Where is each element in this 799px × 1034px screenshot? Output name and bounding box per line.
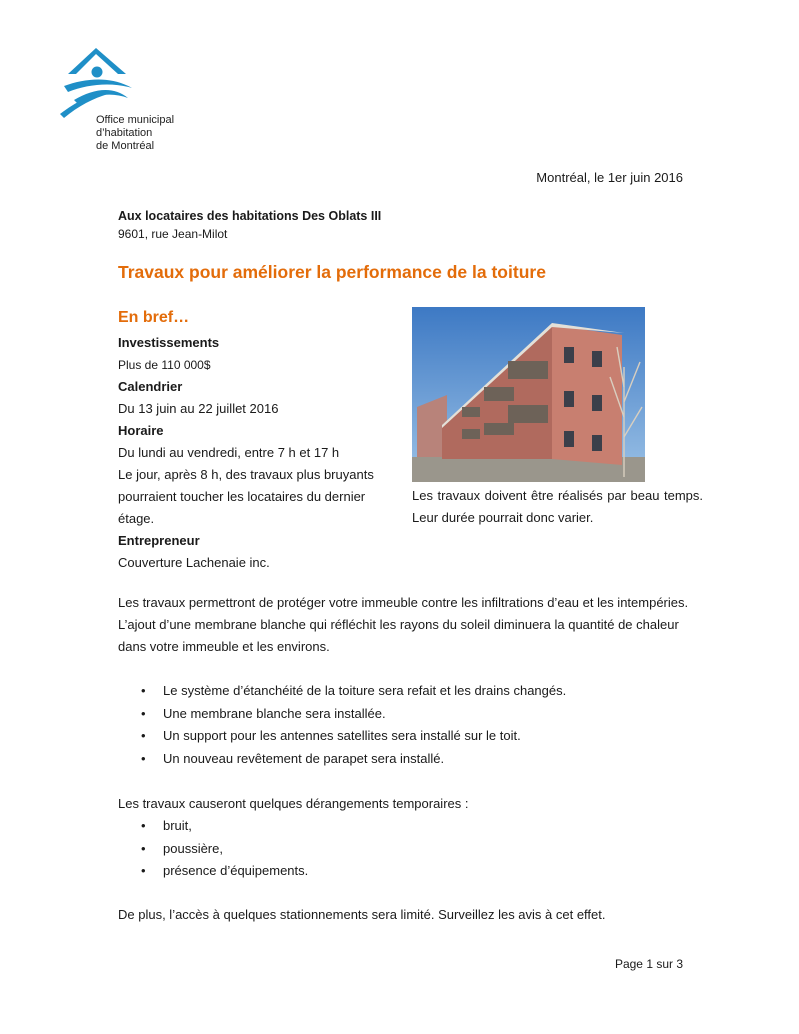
summary-block bbox=[118, 332, 403, 574]
schedule-note: Le jour, après 8 h, des travaux plus bruyants pourraient toucher les locataires du dernier étage. bbox=[118, 467, 374, 526]
bullet-icon: • bbox=[141, 750, 146, 766]
summary-heading: En bref… bbox=[118, 309, 190, 326]
parking-note: De plus, l’accès à quelques stationnements sera limité. Surveillez les avis à cet effet. bbox=[118, 907, 606, 922]
bullet-icon: • bbox=[141, 683, 146, 698]
photo-caption: Les travaux doivent être réalisés par beau temps. Leur durée pourrait donc varier. bbox=[412, 488, 703, 525]
investments-label: Investissements bbox=[118, 335, 220, 350]
contractor-label: Entrepreneur bbox=[118, 533, 200, 548]
list-item bbox=[118, 680, 698, 703]
org-name bbox=[96, 114, 174, 153]
work-list bbox=[118, 680, 698, 770]
calendar-label: Calendrier bbox=[118, 379, 183, 394]
list-item bbox=[118, 725, 698, 748]
list-item bbox=[118, 748, 698, 771]
list-item bbox=[118, 703, 698, 726]
bullet-icon: • bbox=[141, 863, 146, 878]
schedule-value: Du lundi au vendredi, entre 7 h et 17 h bbox=[118, 445, 340, 460]
list-item bbox=[118, 838, 698, 861]
list-item bbox=[118, 815, 698, 838]
page-title: Travaux pour améliorer la performance de la toiture bbox=[118, 262, 546, 282]
schedule-label: Horaire bbox=[118, 423, 164, 438]
list-item-text: présence d’équipements. bbox=[163, 863, 309, 878]
list-item-text: Un support pour les antennes satellites sera installé sur le toit. bbox=[163, 728, 521, 743]
disturbances-list bbox=[118, 815, 698, 883]
org-line-3: de Montréal bbox=[96, 140, 155, 152]
bullet-icon: • bbox=[141, 840, 146, 856]
org-line-1: Office municipal bbox=[96, 114, 175, 126]
page-number: Page 1 sur 3 bbox=[614, 957, 683, 971]
bullet-icon: • bbox=[141, 705, 146, 721]
list-item-text: poussière, bbox=[163, 840, 223, 856]
recipient-address: 9601, rue Jean-Milot bbox=[118, 227, 228, 241]
calendar-value: Du 13 juin au 22 juillet 2016 bbox=[118, 401, 279, 416]
investments-value: Plus de 110 000$ bbox=[118, 358, 211, 372]
intro-paragraph: Les travaux permettront de protéger votre immeuble contre les infiltrations d’eau et les intempéries. L’ajout d’une membrane blanche qui réfléchit les rayons du soleil diminuera la quantité de chaleur dans votre immeuble et les environs. bbox=[118, 595, 689, 654]
list-item bbox=[118, 860, 698, 883]
list-item-text: Un nouveau revêtement de parapet sera installé. bbox=[163, 750, 445, 766]
building-photo bbox=[412, 307, 645, 482]
bullet-icon: • bbox=[141, 728, 146, 743]
org-line-2: d’habitation bbox=[96, 127, 153, 139]
list-item-text: Le système d’étanchéité de la toiture sera refait et les drains changés. bbox=[163, 683, 567, 698]
disturbances-intro: Les travaux causeront quelques dérangements temporaires : bbox=[118, 796, 469, 811]
list-item-text: Une membrane blanche sera installée. bbox=[163, 705, 386, 721]
bullet-icon: • bbox=[141, 818, 146, 833]
letter-date: Montréal, le 1er juin 2016 bbox=[536, 170, 683, 185]
contractor-value: Couverture Lachenaie inc. bbox=[118, 555, 270, 570]
list-item-text: bruit, bbox=[163, 818, 192, 833]
recipient-name: Aux locataires des habitations Des Oblats III bbox=[118, 209, 382, 223]
